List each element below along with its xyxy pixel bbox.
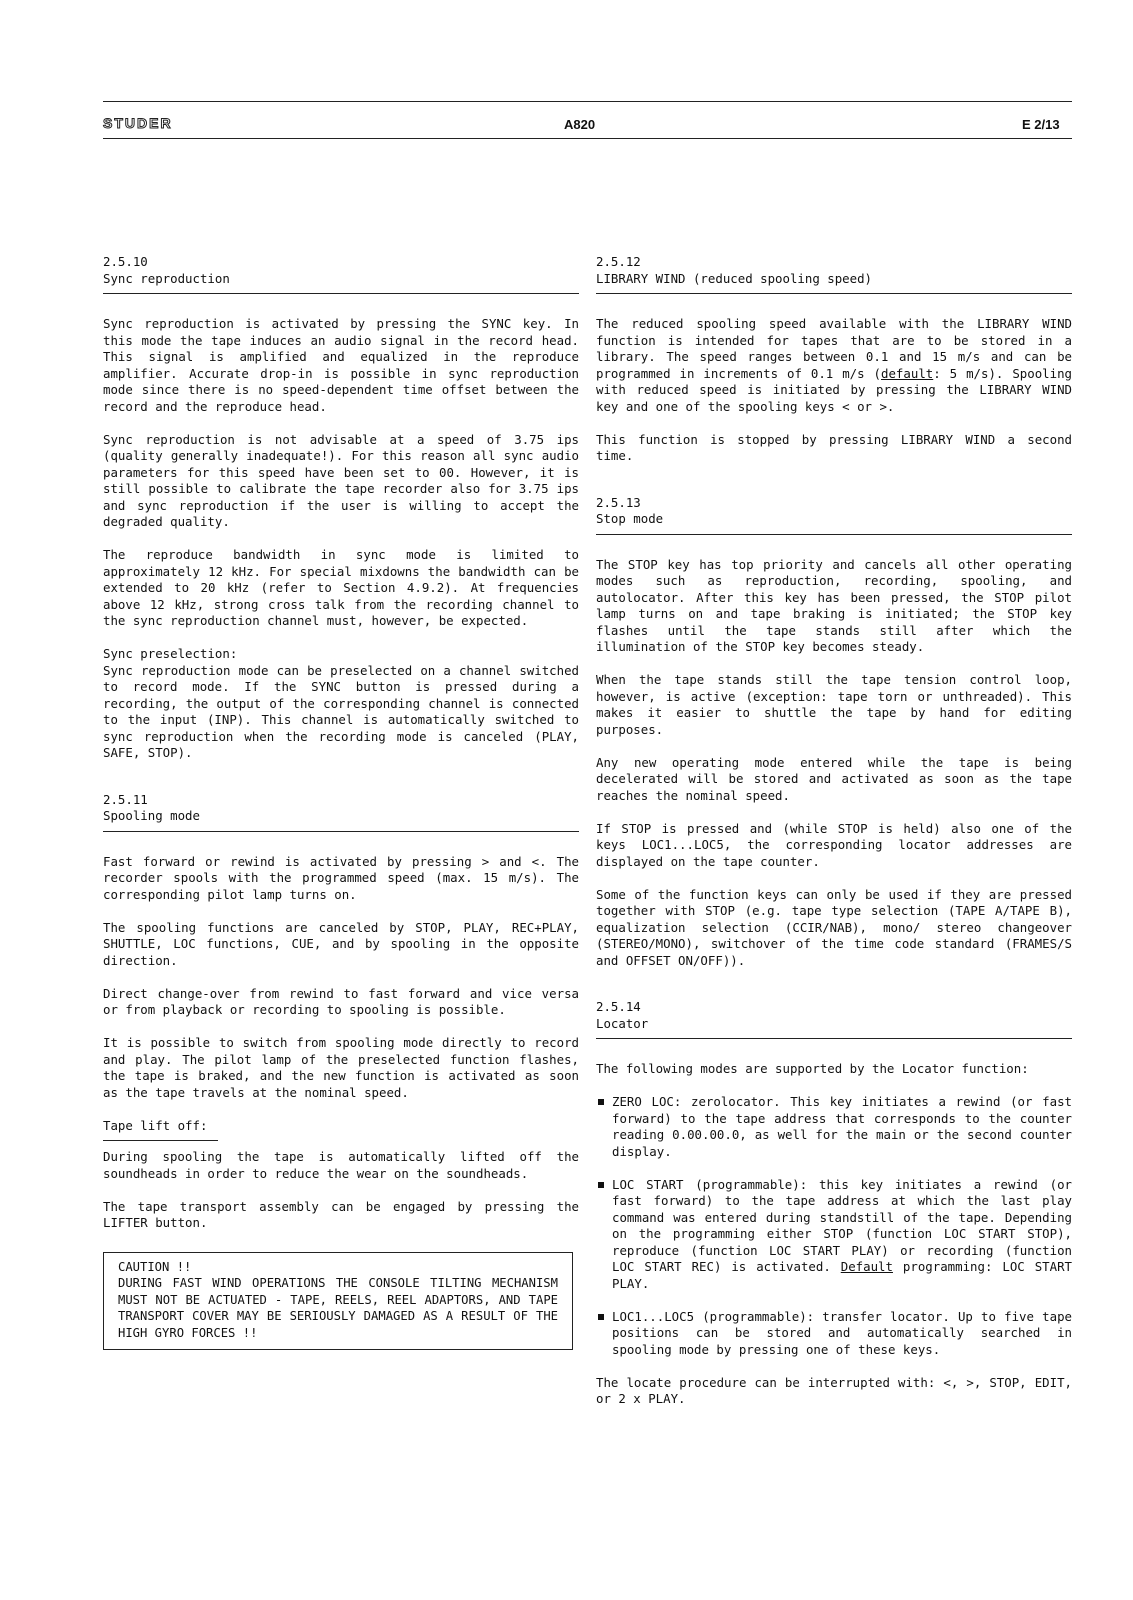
- locator-mode-list: [596, 1094, 1072, 1358]
- paragraph: Sync reproduction is not advisable at a speed of 3.75 ips (quality generally inadequate!). For this reason all sync audio parameters for this speed have been set to 00. However, it is still possible to calibrate the tape recorder also for 3.75 ips and sync reproduction if the user is willing to accept the degraded quality.: [103, 431, 579, 529]
- paragraph: When the tape stands still the tape tension control loop, however, is active (exception: tape torn or unthreaded). This makes it easier to shuttle the tape by hand for editing purposes.: [596, 672, 1072, 737]
- paragraph: The following modes are supported by the Locator function:: [596, 1061, 1029, 1076]
- default-underlined: default: [881, 365, 934, 381]
- section-title: Spooling mode: [103, 808, 200, 823]
- caution-box: [103, 1252, 573, 1351]
- section-rule: [596, 1038, 1072, 1039]
- section-2-5-14: [596, 999, 1072, 1039]
- paragraph: Any new operating mode entered while the tape is being decelerated will be stored and activated as soon as the tape reaches the nominal speed.: [596, 754, 1072, 803]
- section-2-5-12: [596, 254, 1072, 294]
- section-number: 2.5.14: [596, 999, 641, 1014]
- paragraph: The locate procedure can be interrupted with: <, >, STOP, EDIT, or 2 x PLAY.: [596, 1374, 1072, 1406]
- section-number: 2.5.11: [103, 791, 148, 807]
- section-title: Sync reproduction: [103, 270, 230, 286]
- section-2-5-11: [103, 792, 579, 832]
- list-item-text: LOC1...LOC5 (programmable): transfer locator. Up to five tape positions can be stored and automatically searched in spooling mode by pressing one of these keys.: [612, 1308, 1072, 1357]
- paragraph: The spooling functions are canceled by STOP, PLAY, REC+PLAY, SHUTTLE, LOC functions, CUE, and by spooling in the opposite direction.: [103, 919, 579, 968]
- studer-logo: STUDER: [103, 115, 173, 131]
- left-column: [103, 254, 579, 1350]
- header-bottom-rule: [103, 138, 1072, 139]
- paragraph: If STOP is pressed and (while STOP is held) also one of the keys LOC1...LOC5, the corresponding locator addresses are displayed on the tape counter.: [596, 820, 1072, 869]
- subheading: Tape lift off:: [103, 1117, 208, 1133]
- caution-title: CAUTION !!: [118, 1259, 192, 1274]
- section-title: LIBRARY WIND (reduced spooling speed): [596, 270, 873, 286]
- section-title: Locator: [596, 1015, 649, 1031]
- caution-text: DURING FAST WIND OPERATIONS THE CONSOLE TILTING MECHANISM MUST NOT BE ACTUATED - TAPE, REELS, REEL ADAPTORS, AND TAPE TRANSPORT COVER MAY BE SERIOUSLY DAMAGED AS A RESULT OF THE HIGH GYRO FORCES !!: [118, 1276, 558, 1340]
- paragraph: Direct change-over from rewind to fast forward and vice versa or from playback or recording to spooling is possible.: [103, 985, 579, 1017]
- bullet-icon: [598, 1314, 604, 1320]
- paragraph: It is possible to switch from spooling mode directly to record and play. The pilot lamp of the preselected function flashes, the tape is braked, and the new function is activated as soon as the tape travels at the nominal speed.: [103, 1035, 579, 1100]
- list-item: [596, 1177, 1072, 1293]
- list-item-text: ZERO LOC: zerolocator. This key initiates a rewind (or fast forward) to the tape address that corresponds to the counter reading 0.00.00.0, as well for the main or the second counter display.: [612, 1094, 1072, 1159]
- default-underlined: Default: [840, 1259, 893, 1274]
- text-span: : 5 m/s). Spooling with reduced speed is initiated by pressing the LIBRARY WIND key and one of the spooling keys < or >.: [596, 365, 1073, 414]
- list-item-text: LOC START (programmable): this key initiates a rewind (or fast forward) to the tape address at which the last play command was entered during standstill of the tape. Depending on the programming either STOP (function LOC START STOP), reproduce (function LOC START PLAY) or recording (function LOC START REC) is activated.: [612, 1176, 1072, 1274]
- bullet-icon: [598, 1099, 604, 1105]
- paragraph: The tape transport assembly can be engaged by pressing the LIFTER button.: [103, 1198, 579, 1230]
- section-2-5-13: [596, 495, 1072, 535]
- right-column: [596, 254, 1072, 1424]
- page-number: E 2/13: [1022, 117, 1060, 132]
- paragraph: Sync reproduction mode can be preselected on a channel switched to record mode. If the SYNC button is pressed during a recording, the output of the corresponding channel is connected to the input (INP). This channel is automatically switched to sync reproduction when the recording mode is canceled (PLAY, SAFE, STOP).: [103, 662, 579, 760]
- list-item-text: programming: LOC START PLAY.: [612, 1259, 1072, 1291]
- header-top-rule: [103, 101, 1072, 102]
- model-label: A820: [564, 117, 596, 132]
- section-rule: [596, 534, 1072, 535]
- paragraph: Some of the function keys can only be used if they are pressed together with STOP (e.g. tape type selection (TAPE A/TAPE B), equalization selection (CCIR/NAB), mono/ stereo changeover (STEREO/MONO), switchover of the time code standard (FRAMES/S and OFFSET ON/OFF)).: [596, 886, 1072, 968]
- bullet-icon: [598, 1182, 604, 1188]
- section-number: 2.5.10: [103, 254, 148, 269]
- paragraph: The STOP key has top priority and cancels all other operating modes such as reproduction, recording, spooling, and autolocator. After this key has been pressed, the STOP pilot lamp turns on and tape braking is initiated; the STOP key flashes until the tape stands still after which the illumination of the STOP key becomes steady.: [596, 556, 1072, 654]
- paragraph: Sync reproduction is activated by pressing the SYNC key. In this mode the tape induces an audio signal in the record head. This signal is amplified and equalized in the reproduce amplifier. Accurate drop-in is possible in sync reproduction mode since there is no speed-dependent time offset between the record and the reproduce head.: [103, 316, 579, 414]
- subheading-rule: [103, 1140, 218, 1141]
- section-2-5-10: [103, 254, 579, 294]
- paragraph: During spooling the tape is automatically lifted off the soundheads in order to reduce the wear on the soundheads.: [103, 1149, 579, 1181]
- paragraph: The reproduce bandwidth in sync mode is limited to approximately 12 kHz. For special mixdowns the bandwidth can be extended to 20 kHz (refer to Section 4.9.2). At frequencies above 12 kHz, strong cross talk from the recording channel to the sync reproduction channel must, however, be expected.: [103, 547, 579, 628]
- section-rule: [596, 293, 1072, 294]
- section-number: 2.5.13: [596, 494, 641, 510]
- paragraph: [596, 316, 1072, 415]
- section-rule: [103, 831, 579, 832]
- paragraph: Fast forward or rewind is activated by pressing > and <. The recorder spools with the programmed speed (max. 15 m/s). The corresponding pilot lamp turns on.: [103, 853, 579, 902]
- text-span: The reduced spooling speed available with the LIBRARY WIND function is intended for tapes that are to be stored in a library. The speed ranges between 0.1 and 15 m/s and can be programmed in increments of 0.1 m/s (: [596, 316, 1072, 381]
- section-number: 2.5.12: [596, 254, 641, 269]
- paragraph-heading: Sync preselection:: [103, 646, 238, 661]
- section-title: Stop mode: [596, 511, 664, 526]
- paragraph: This function is stopped by pressing LIBRARY WIND a second time.: [596, 431, 1072, 463]
- section-rule: [103, 293, 579, 294]
- list-item: [596, 1309, 1072, 1359]
- list-item: [596, 1094, 1072, 1160]
